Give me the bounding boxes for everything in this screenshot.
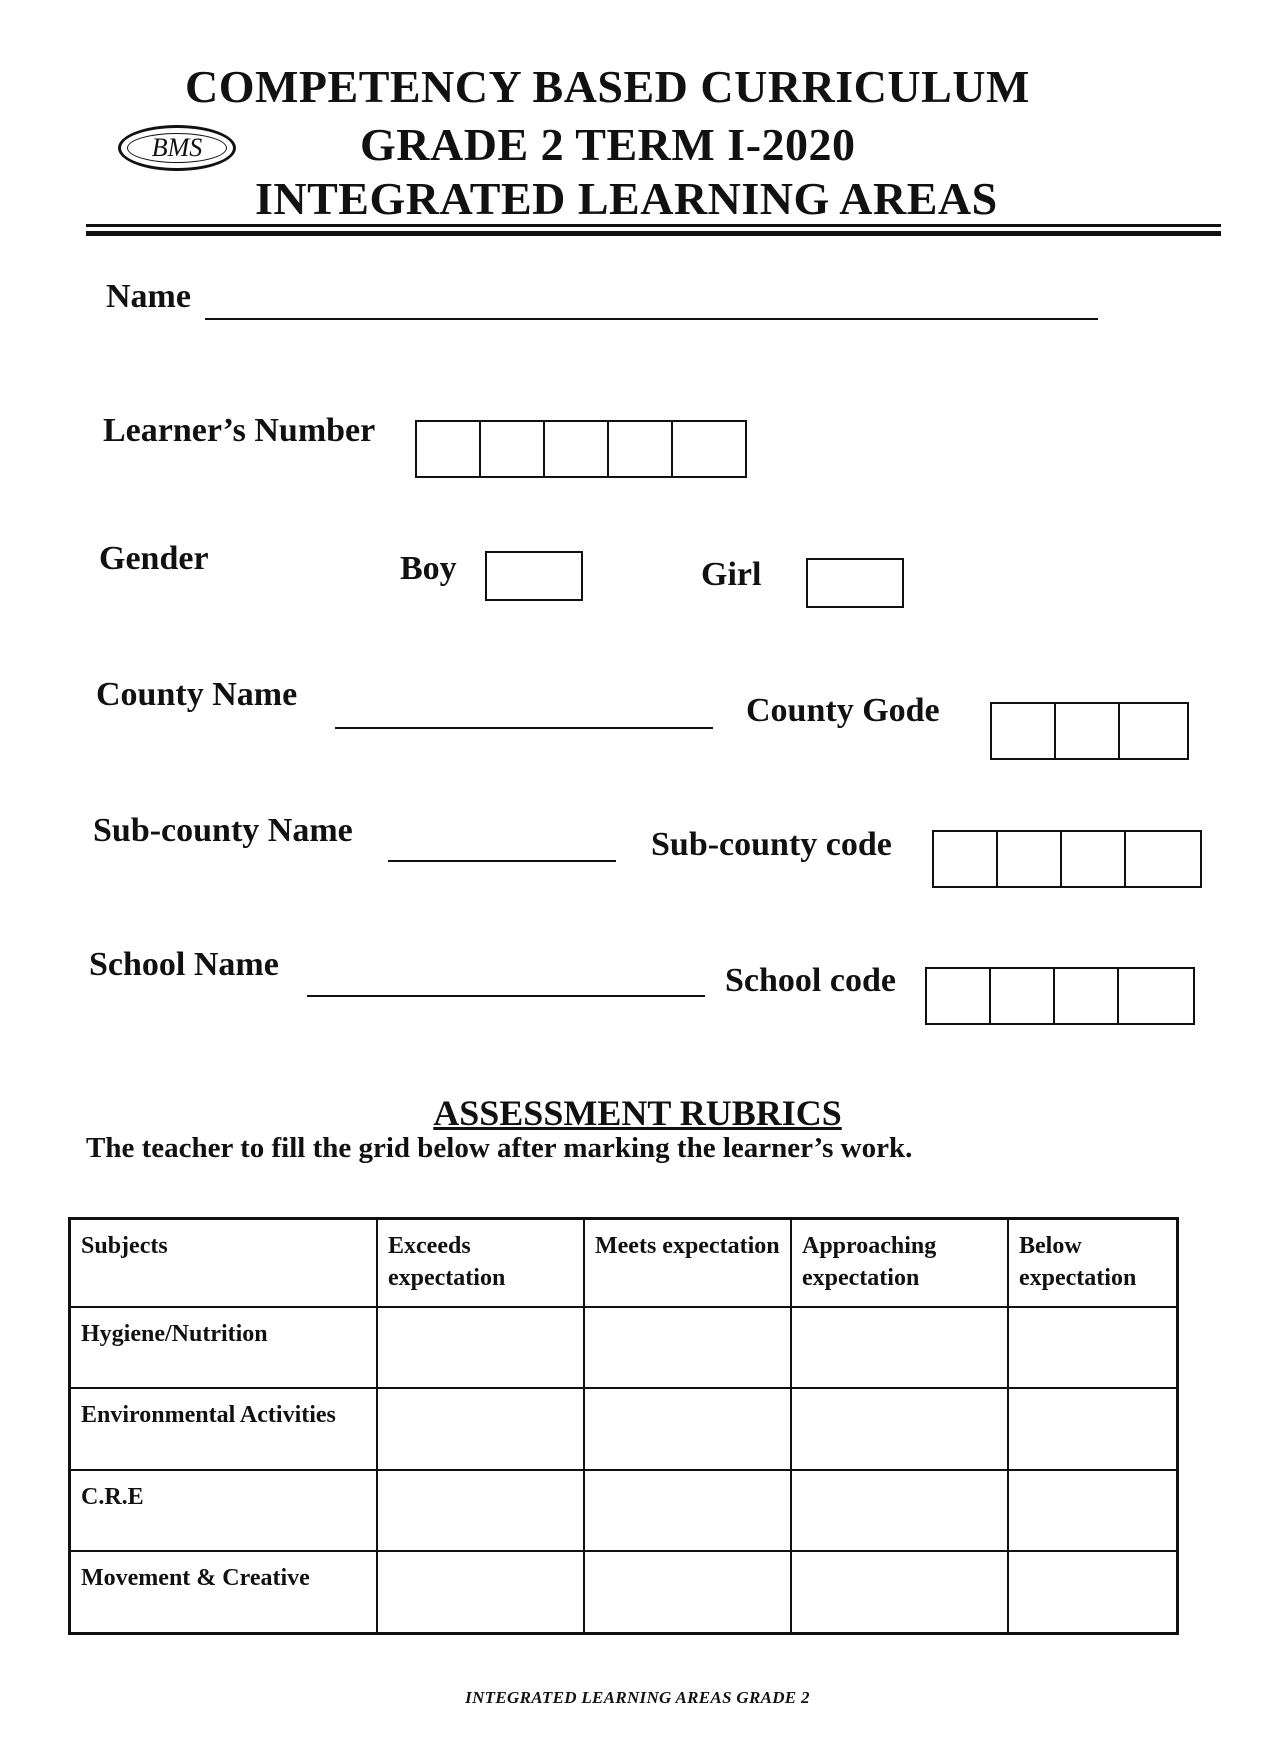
assessment-rubric-table [68, 1217, 1179, 1635]
county-code-box[interactable] [1056, 704, 1120, 758]
bms-logo [118, 125, 236, 171]
rubric-input-cell[interactable] [377, 1307, 584, 1388]
page-footer: INTEGRATED LEARNING AREAS GRADE 2 [465, 1688, 810, 1707]
subcounty-name-input-line[interactable] [388, 860, 616, 862]
header-title-line2: GRADE 2 TERM I-2020 [360, 119, 856, 170]
school-name-input-line[interactable] [307, 995, 705, 997]
table-row [70, 1470, 1178, 1551]
school-code-box[interactable] [991, 969, 1055, 1023]
table-row [70, 1388, 1178, 1469]
county-code-box[interactable] [992, 704, 1056, 758]
header-title-line1: COMPETENCY BASED CURRICULUM [185, 61, 1030, 112]
boy-label: Boy [400, 550, 457, 587]
subcounty-code-box[interactable] [1062, 832, 1126, 886]
header-rule-bottom [86, 231, 1221, 236]
column-header-approaching: Approaching expectation [791, 1219, 1008, 1308]
rubric-input-cell[interactable] [791, 1388, 1008, 1469]
column-header-exceeds: Exceeds expectation [377, 1219, 584, 1308]
rubric-input-cell[interactable] [377, 1388, 584, 1469]
rubric-input-cell[interactable] [377, 1470, 584, 1551]
school-code-boxes[interactable] [925, 967, 1195, 1025]
rubric-input-cell[interactable] [584, 1470, 791, 1551]
learner-number-box[interactable] [417, 422, 481, 476]
rubric-input-cell[interactable] [584, 1551, 791, 1633]
learner-number-box[interactable] [609, 422, 673, 476]
table-row [70, 1551, 1178, 1633]
subcounty-code-box[interactable] [998, 832, 1062, 886]
school-code-box[interactable] [927, 969, 991, 1023]
girl-label: Girl [701, 556, 762, 593]
rubric-input-cell[interactable] [584, 1307, 791, 1388]
name-input-line[interactable] [205, 318, 1098, 320]
girl-checkbox[interactable] [806, 558, 904, 608]
subcounty-name-label: Sub-county Name [93, 812, 353, 849]
rubric-input-cell[interactable] [791, 1551, 1008, 1633]
subject-cell: Environmental Activities [70, 1388, 378, 1469]
rubric-input-cell[interactable] [1008, 1388, 1178, 1469]
assessment-rubrics-title: ASSESSMENT RUBRICS [433, 1093, 842, 1133]
gender-label: Gender [99, 540, 209, 577]
subcounty-code-label: Sub-county code [651, 826, 892, 863]
column-header-below: Below expectation [1008, 1219, 1178, 1308]
header-title-line3: INTEGRATED LEARNING AREAS [255, 173, 998, 224]
county-name-input-line[interactable] [335, 727, 713, 729]
county-code-boxes[interactable] [990, 702, 1189, 760]
learner-number-box[interactable] [673, 422, 745, 476]
learner-number-box[interactable] [545, 422, 609, 476]
subcounty-code-boxes[interactable] [932, 830, 1202, 888]
rubric-input-cell[interactable] [791, 1470, 1008, 1551]
rubric-input-cell[interactable] [377, 1551, 584, 1633]
subject-cell: Movement & Creative [70, 1551, 378, 1633]
school-name-label: School Name [89, 946, 279, 983]
rubric-input-cell[interactable] [584, 1388, 791, 1469]
rubric-input-cell[interactable] [1008, 1551, 1178, 1633]
bms-logo-text: BMS [151, 133, 203, 162]
learner-number-label: Learner’s Number [103, 412, 376, 449]
learner-number-box[interactable] [481, 422, 545, 476]
school-code-box[interactable] [1119, 969, 1193, 1023]
rubric-input-cell[interactable] [1008, 1307, 1178, 1388]
table-row [70, 1307, 1178, 1388]
boy-checkbox[interactable] [485, 551, 583, 601]
rubric-header-row [70, 1219, 1178, 1308]
header-rule-top [86, 224, 1221, 227]
rubric-input-cell[interactable] [1008, 1470, 1178, 1551]
name-label: Name [106, 278, 191, 315]
subcounty-code-box[interactable] [934, 832, 998, 886]
school-code-label: School code [725, 962, 896, 999]
column-header-subjects: Subjects [70, 1219, 378, 1308]
subject-cell: C.R.E [70, 1470, 378, 1551]
county-name-label: County Name [96, 676, 298, 713]
learner-number-boxes[interactable] [415, 420, 747, 478]
subject-cell: Hygiene/Nutrition [70, 1307, 378, 1388]
subcounty-code-box[interactable] [1126, 832, 1200, 886]
rubric-input-cell[interactable] [791, 1307, 1008, 1388]
county-code-label: County Gode [746, 692, 940, 729]
school-code-box[interactable] [1055, 969, 1119, 1023]
rubric-instruction: The teacher to fill the grid below after marking the learner’s work. [86, 1132, 913, 1164]
county-code-box[interactable] [1120, 704, 1187, 758]
column-header-meets: Meets expectation [584, 1219, 791, 1308]
